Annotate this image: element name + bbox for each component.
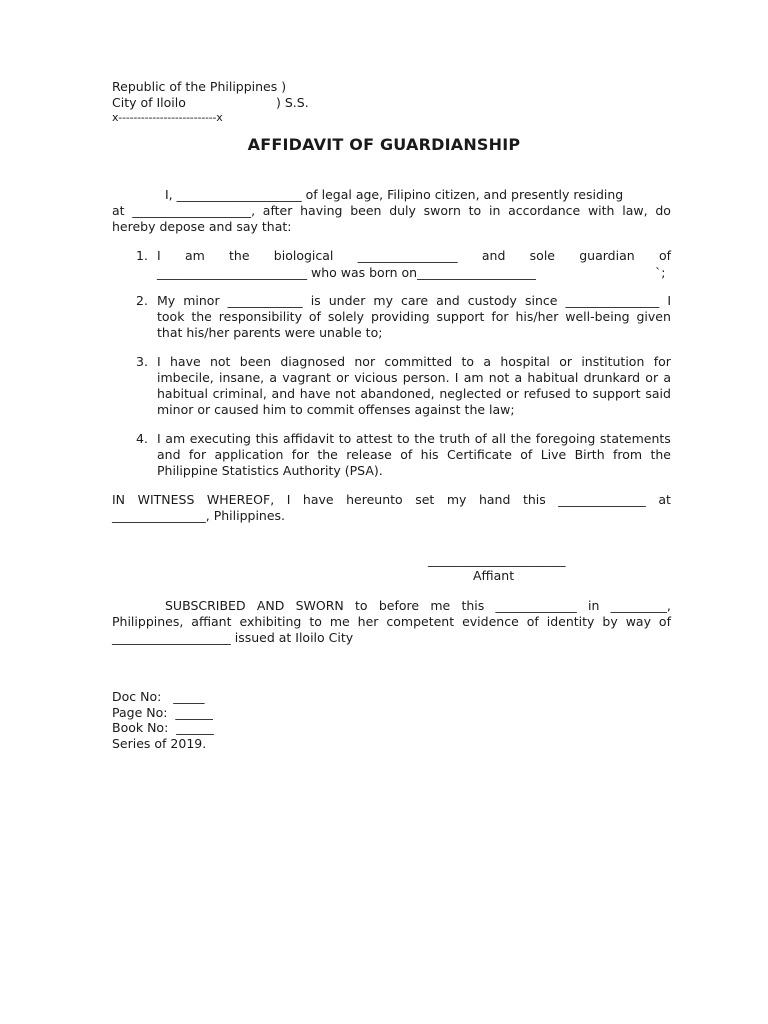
item-3-line-3: habitual criminal, and have not abandoned, neglected or refused to support said (157, 386, 671, 401)
affiant-label: Affiant (473, 568, 515, 583)
intro-line-2: at ___________________, after having been duly sworn to in accordance with law, do (112, 203, 671, 218)
item-3-line-1: I have not been diagnosed nor committed to a hospital or institution for (157, 354, 671, 369)
item-4-line-3: Philippine Statistics Authority (PSA). (157, 463, 383, 478)
item-4-number: 4. (136, 431, 148, 446)
venue-republic: Republic of the Philippines ) (112, 79, 287, 94)
item-1-line-1: I am the biological ________________ and sole guardian of (157, 248, 671, 263)
item-2-number: 2. (136, 293, 148, 308)
venue-rule: x--------------------------x (112, 111, 223, 124)
item-2-line-3: that his/her parents were unable to; (157, 325, 383, 340)
book-no: Book No: ______ (112, 720, 214, 735)
intro-line-1: I, ____________________ of legal age, Filipino citizen, and presently residing (165, 187, 624, 202)
witness-line-2: _______________, Philippines. (112, 508, 286, 523)
item-4-line-2: and for application for the release of his Certificate of Live Birth from the (157, 447, 671, 462)
item-2-line-2: took the responsibility of solely providing support for his/her well-being given (157, 309, 671, 324)
venue-city: City of Iloilo (112, 95, 186, 110)
jurat-line-3: ___________________ issued at Iloilo City (112, 630, 354, 645)
item-3-number: 3. (136, 354, 148, 369)
doc-no: Doc No: _____ (112, 689, 205, 704)
item-1-number: 1. (136, 248, 148, 263)
item-2-line-1: My minor ____________ is under my care and custody since _______________ I (157, 293, 671, 308)
item-1-line-2: ________________________ who was born on___________________ (157, 265, 536, 280)
jurat-line-2: Philippines, affiant exhibiting to me her competent evidence of identity by way of (112, 614, 671, 629)
item-1-line-2-end: `; (655, 265, 666, 280)
item-3-line-2: imbecile, insane, a vagrant or vicious person. I am not a habitual drunkard or a (157, 370, 671, 385)
venue-ss: ) S.S. (276, 95, 309, 110)
intro-line-3: hereby depose and say that: (112, 219, 292, 234)
witness-line-1: IN WITNESS WHEREOF, I have hereunto set my hand this ______________ at (112, 492, 671, 507)
jurat-line-1: SUBSCRIBED AND SWORN to before me this _____________ in _________, (165, 598, 671, 613)
series: Series of 2019. (112, 736, 207, 751)
item-4-line-1: I am executing this affidavit to attest to the truth of all the foregoing statements (157, 431, 671, 446)
item-3-line-4: minor or caused him to commit offenses against the law; (157, 402, 515, 417)
affiant-signature-line: ______________________ (428, 552, 566, 567)
page-no: Page No: ______ (112, 705, 213, 720)
document-title: AFFIDAVIT OF GUARDIANSHIP (247, 135, 521, 154)
